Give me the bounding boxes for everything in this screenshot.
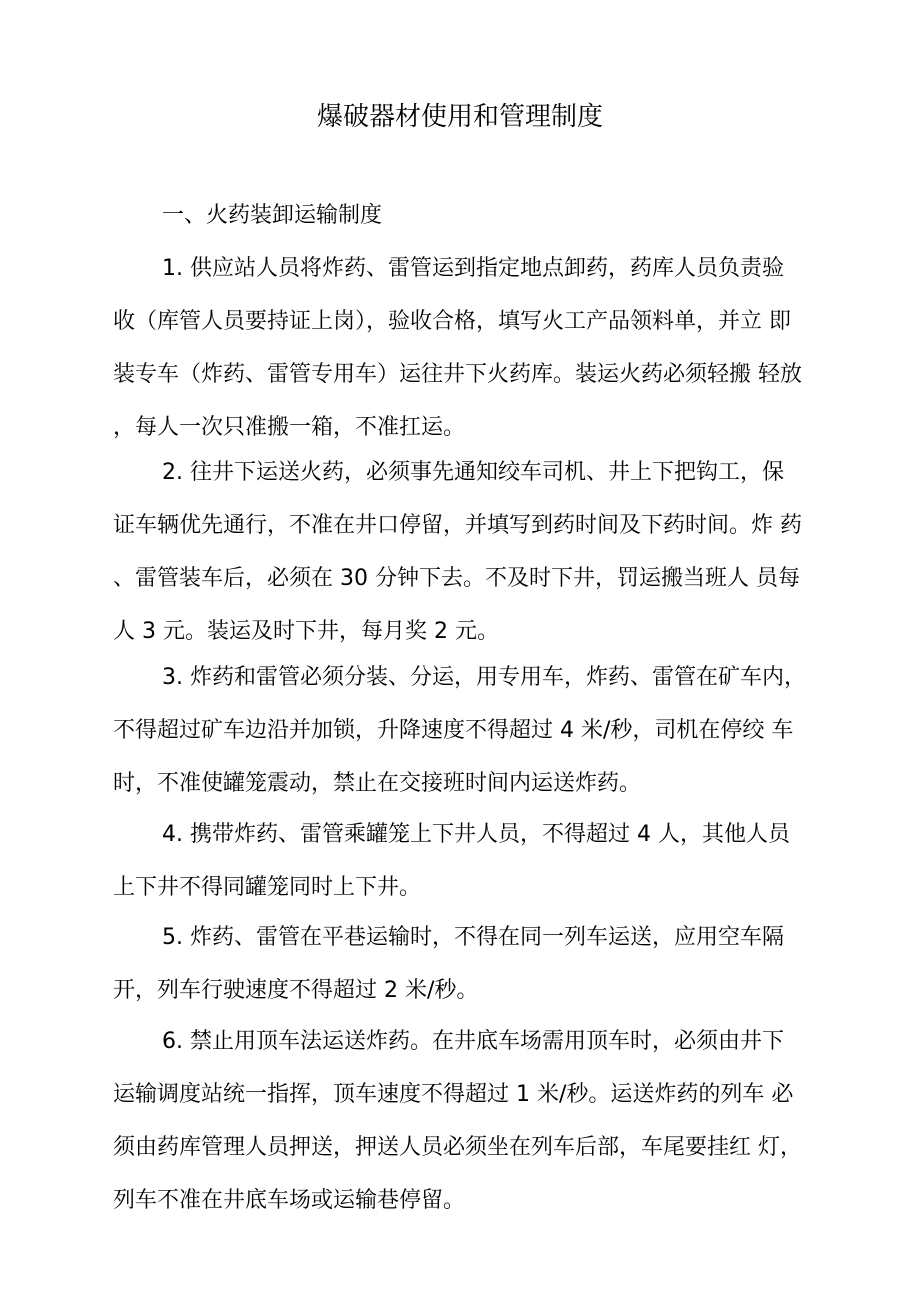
paragraph-line: 装专车（炸药、雷管专用车）运往井下火药库。装运火药必须轻搬 轻放 [113,362,802,387]
paragraph-5 [113,911,813,1017]
paragraph-line: 5. 炸药、雷管在平巷运输时，不得在同一列车运送，应用空车隔 [162,925,784,950]
paragraph-4 [113,808,813,914]
paragraph-3 [113,651,813,810]
paragraph-1 [113,242,813,454]
paragraph-line: 不得超过矿车边沿并加锁，升降速度不得超过 4 米/秒，司机在停绞 车 [113,718,794,743]
section-heading: 一、火药装卸运输制度 [162,203,383,228]
paragraph-line: 1. 供应站人员将炸药、雷管运到指定地点卸药，药库人员负责验 [162,256,784,281]
paragraph-line: 、雷管装车后，必须在 30 分钟下去。不及时下井，罚运搬当班人 员每 [113,566,800,591]
paragraph-line: 人 3 元。装运及时下井，每月奖 2 元。 [113,619,499,644]
paragraph-line: 上下井不得同罐笼同时上下井。 [113,875,422,900]
paragraph-line: 4. 携带炸药、雷管乘罐笼上下井人员，不得超过 4 人，其他人员 [162,822,790,847]
page-title: 爆破器材使用和管理制度 [316,102,603,132]
paragraph-line: 开，列车行驶速度不得超过 2 米/秒。 [113,978,479,1003]
paragraph-line: 须由药库管理人员押送，押送人员必须坐在列车后部，车尾要挂红 灯， [113,1135,802,1160]
paragraph-line: 收（库管人员要持证上岗），验收合格，填写火工产品领料单，并立 即 [113,309,791,334]
paragraph-line: 运输调度站统一指挥，顶车速度不得超过 1 米/秒。运送炸药的列车 必 [113,1082,794,1107]
paragraph-line: 列车不准在井底车场或运输巷停留。 [113,1188,466,1213]
paragraph-2 [113,446,813,658]
paragraph-line: ，每人一次只准搬一箱，不准扛运。 [113,415,466,440]
paragraph-line: 时，不准使罐笼震动，禁止在交接班时间内运送炸药。 [113,771,642,796]
paragraph-6 [113,1015,813,1227]
paragraph-line: 3. 炸药和雷管必须分装、分运，用专用车，炸药、雷管在矿车内， [162,665,806,690]
paragraph-line: 证车辆优先通行，不准在井口停留，并填写到药时间及下药时间。炸 药 [113,513,802,538]
paragraph-line: 2. 往井下运送火药，必须事先通知绞车司机、井上下把钩工，保 [162,460,784,485]
paragraph-line: 6. 禁止用顶车法运送炸药。在井底车场需用顶车时，必须由井下 [162,1029,784,1054]
